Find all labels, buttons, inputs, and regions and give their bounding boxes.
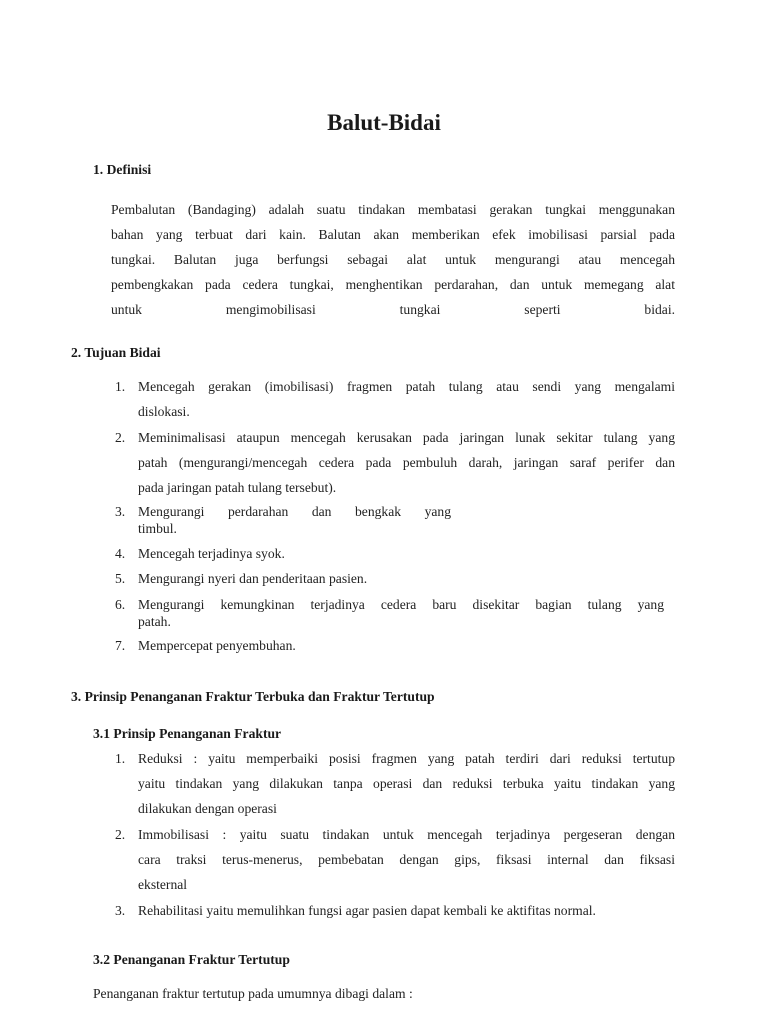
list-item-line: Rehabilitasi yaitu memulihkan fungsi agar pasien dapat kembali ke aktifitas normal. <box>138 903 596 918</box>
list-number: 5. <box>115 571 126 586</box>
subsection-heading-fraktur-tertutup: 3.2 Penanganan Fraktur Tertutup <box>93 952 290 967</box>
list-item <box>111 898 675 923</box>
list-number: 2. <box>115 430 126 445</box>
paragraph-line: untuk mengimobilisasi tungkai seperti bidai. <box>111 302 675 317</box>
paragraph-line: bahan yang terbuat dari kain. Balutan akan memberikan efek imobilisasi parsial pada <box>111 227 675 242</box>
paragraph-line: Pembalutan (Bandaging) adalah suatu tindakan membatasi gerakan tungkai menggunakan <box>111 202 675 217</box>
list-item-line: Meminimalisasi ataupun mencegah kerusakan pada jaringan lunak sekitar tulang yang <box>138 430 675 445</box>
definisi-paragraph <box>111 197 675 322</box>
list-item-line: Mengurangi perdarahan dan bengkak yang <box>138 504 451 519</box>
list-item-line: yaitu tindakan yang dilakukan tanpa operasi dan reduksi terbuka yaitu tindakan yang <box>138 776 675 791</box>
list-item <box>111 822 675 897</box>
list-item <box>111 545 675 563</box>
list-item-line: cara traksi terus-menerus, pembebatan dengan gips, fiksasi internal dan fiksasi <box>138 852 675 867</box>
list-item-line: dislokasi. <box>138 404 190 419</box>
list-number: 4. <box>115 546 126 561</box>
list-item <box>111 374 675 424</box>
list-item <box>111 746 675 821</box>
list-item-line: Mencegah gerakan (imobilisasi) fragmen patah tulang atau sendi yang mengalami <box>138 379 675 394</box>
list-item-line: pada jaringan patah tulang tersebut). <box>138 480 337 495</box>
list-item-line: Mempercepat penyembuhan. <box>138 638 296 653</box>
list-number: 1. <box>115 751 126 766</box>
list-number: 1. <box>115 379 126 394</box>
list-item-line: Reduksi : yaitu memperbaiki posisi fragmen yang patah terdiri dari reduksi tertutup <box>138 751 675 766</box>
list-item <box>111 637 675 655</box>
list-item <box>111 596 675 632</box>
list-item-line: patah. <box>138 614 171 629</box>
list-number: 3. <box>115 504 126 519</box>
list-item-line: Mengurangi nyeri dan penderitaan pasien. <box>138 571 368 586</box>
list-item-line: patah (mengurangi/mencegah cedera pada pembuluh darah, jaringan saraf perifer dan <box>138 455 675 470</box>
list-item <box>111 570 675 588</box>
list-item <box>111 425 675 500</box>
fraktur-tertutup-intro: Penanganan fraktur tertutup pada umumnya dibagi dalam : <box>93 986 413 1001</box>
list-item-line: Immobilisasi : yaitu suatu tindakan untuk mencegah terjadinya pergeseran dengan <box>138 827 675 842</box>
subsection-heading-prinsip-fraktur: 3.1 Prinsip Penanganan Fraktur <box>93 726 282 741</box>
list-item-line: timbul. <box>138 521 177 536</box>
list-item <box>111 503 675 539</box>
section-heading-tujuan-bidai: 2. Tujuan Bidai <box>71 345 161 360</box>
document-title: Balut-Bidai <box>327 110 441 135</box>
list-number: 7. <box>115 638 126 653</box>
paragraph-line: tungkai. Balutan juga berfungsi sebagai alat untuk mengurangi atau mencegah <box>111 252 675 267</box>
list-item-line: Mengurangi kemungkinan terjadinya cedera baru disekitar bagian tulang yang <box>138 597 664 612</box>
section-heading-prinsip-penanganan: 3. Prinsip Penanganan Fraktur Terbuka dan Fraktur Tertutup <box>71 689 435 704</box>
list-number: 6. <box>115 597 126 612</box>
list-number: 3. <box>115 903 126 918</box>
paragraph-line: pembengkakan pada cedera tungkai, menghentikan perdarahan, dan untuk memegang alat <box>111 277 675 292</box>
section-heading-definisi: 1. Definisi <box>93 162 152 177</box>
list-item-line: Mencegah terjadinya syok. <box>138 546 285 561</box>
list-item-line: eksternal <box>138 877 188 892</box>
list-item-line: dilakukan dengan operasi <box>138 801 277 816</box>
list-number: 2. <box>115 827 126 842</box>
